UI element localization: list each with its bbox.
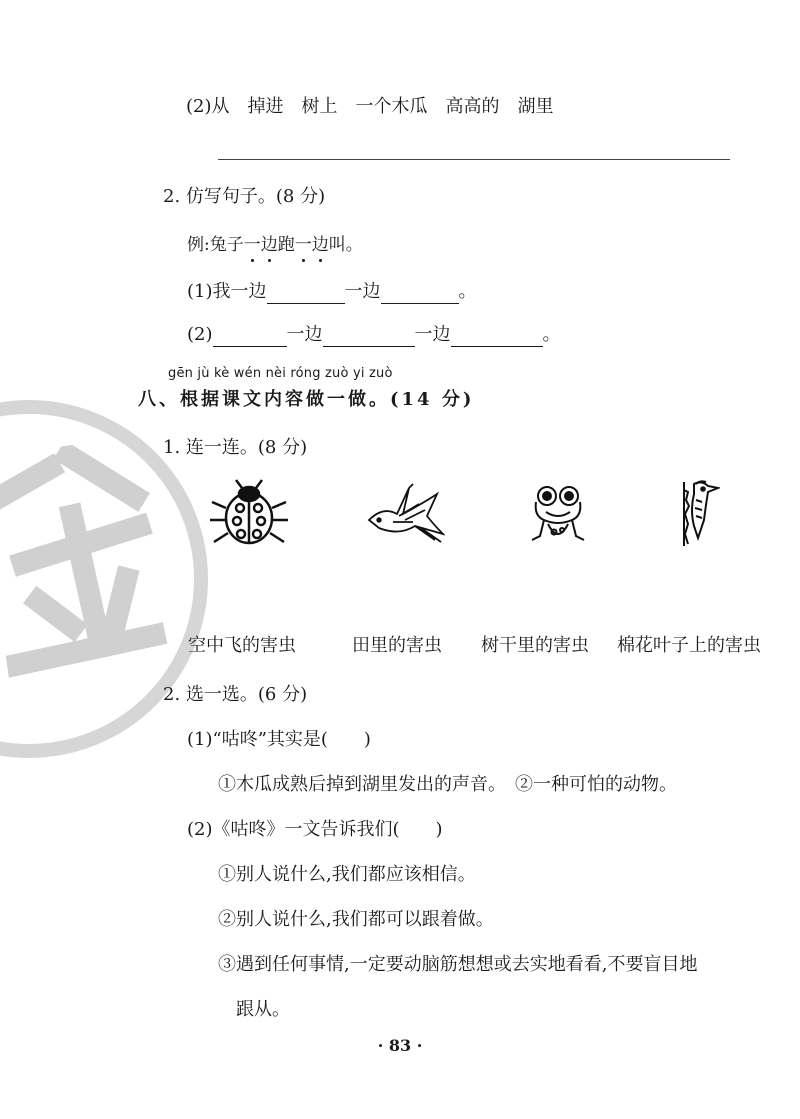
section-8-title: 八、根据课文内容做一做。(14 分) (138, 389, 475, 410)
blank-field[interactable] (381, 285, 459, 304)
caption-field-pest[interactable]: 田里的害虫 (352, 635, 442, 656)
q8-1-title: 1. 连一连。(8 分) (163, 437, 308, 458)
watermark-logo-icon (0, 434, 178, 685)
q8-2-2-option2[interactable]: ②别人说什么,我们都可以跟着做。 (218, 909, 494, 930)
q8-2-title: 2. 选一选。(6 分) (163, 684, 308, 705)
q8-2-2-option1[interactable]: ①别人说什么,我们都应该相信。 (218, 864, 476, 885)
example-word: 跑 (277, 235, 295, 255)
blank-field[interactable] (451, 328, 543, 347)
emphasis-char: 边 (311, 235, 329, 255)
blank-field[interactable] (323, 328, 415, 347)
example-word: 兔子 (209, 235, 244, 255)
q8-2-2-option3-cont: 跟从。 (236, 999, 290, 1020)
answer-line[interactable] (218, 159, 730, 160)
example-word: 叫。 (328, 235, 363, 255)
q2-1-label: (1)我一边 (187, 281, 267, 302)
emphasis-char: 边 (260, 235, 278, 255)
emphasis-char: 一 (243, 235, 261, 255)
example-prefix: 例: (187, 235, 210, 255)
swallow-icon[interactable] (365, 482, 445, 544)
caption-trunk-pest[interactable]: 树干里的害虫 (481, 635, 589, 656)
q2-2-mid2: 一边 (414, 324, 451, 345)
caption-cotton-pest[interactable]: 棉花叶子上的害虫 (617, 635, 761, 656)
q2-1-end: 。 (458, 281, 477, 302)
q8-2-2-option3[interactable]: ③遇到任何事情,一定要动脑筋想想或去实地看看,不要盲目地 (218, 954, 698, 975)
ladybug-icon[interactable] (208, 478, 290, 548)
caption-sky-pest[interactable]: 空中飞的害虫 (188, 635, 296, 656)
woodpecker-icon[interactable] (680, 480, 720, 548)
q2-2-mid1: 一边 (286, 324, 323, 345)
blank-field[interactable] (267, 285, 345, 304)
q2-1-mid: 一边 (344, 281, 381, 302)
q8-2-1-options[interactable]: ①木瓜成熟后掉到湖里发出的声音。 ②一种可怕的动物。 (218, 774, 677, 795)
q2-1-row (187, 280, 477, 304)
q2-title: 2. 仿写句子。(8 分) (163, 186, 326, 207)
blank-field[interactable] (213, 328, 287, 347)
q2-2-row (187, 323, 561, 347)
q2-2-label: (2) (187, 324, 213, 345)
q1-2-words: (2)从 掉进 树上 一个木瓜 高高的 湖里 (186, 96, 554, 117)
q8-2-1-question: (1)“咕咚”其实是( ) (187, 729, 371, 750)
q8-2-2-question: (2)《咕咚》一文告诉我们( ) (187, 819, 443, 840)
section-pinyin: gēn jù kè wén nèi róng zuò yi zuò (168, 366, 393, 381)
q2-2-end: 。 (542, 324, 561, 345)
page-number: · 83 · (377, 1036, 423, 1055)
example-sentence (187, 233, 363, 257)
emphasis-char: 一 (294, 235, 312, 255)
frog-icon[interactable] (530, 484, 586, 546)
